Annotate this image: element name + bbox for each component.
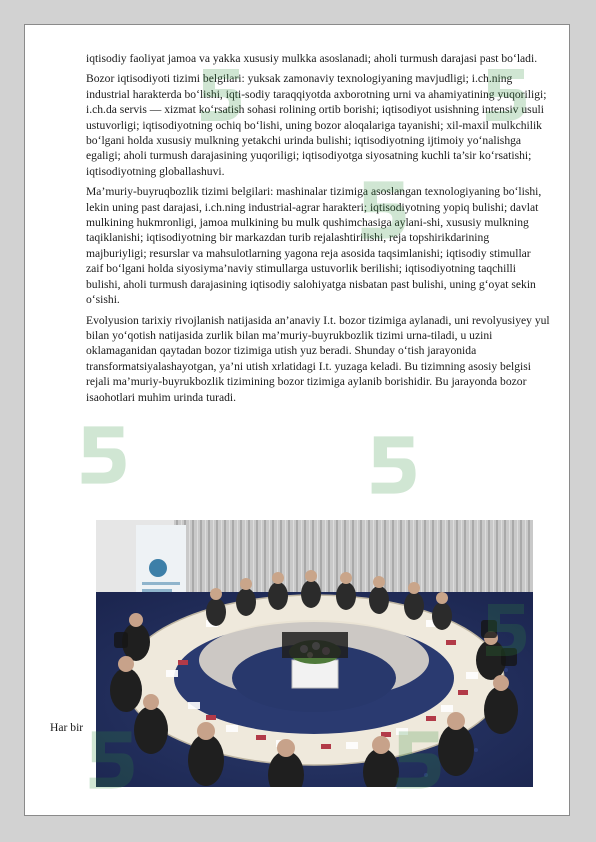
paragraph-market-economy-features: Bozor iqtisodiyoti tizimi belgilari: yuksak zamonaviy texnologiyaning mavjudligi; i.ch.ning industrial harakterda bo‘lishi, iqti-sodiy taraqqiyotda axborotning urni va ahamiyatining yuqoriligi; i.ch.da servis — xizmat ko‘rsatish sohasi rolining ortib borishi; iqtisodiyot usishning intensiv usuli ustuvorligi; iqtisodiyotning ochiq bo‘lishi, uning bozor aloqalariga tayanishi; xil-maxil mulkchilik bo‘lgani holda xususiy mulkning yetakchi urinda bulishi; iqtisodiyotning ijtimoiy yo‘nalishga egaligi; aholi turmush darajasining yuqoriligi; iqtisodiyotga siyosatning kuchli ta’sir ko‘rsatishi; iqtisodiyotning globallashuvi. <box>86 72 547 178</box>
document-text-body <box>86 51 550 410</box>
paragraph-command-economy-features: Ma’muriy-buyruqbozlik tizimi belgilari: mashinalar tizimiga asoslangan texnologiyaning bo‘lishi, lekin uning past darajasi, i.ch.ning industrial-agrar harakteri; iqtisodiyotning yopiq bulishi; davlat mulkining hukmronligi, jamoa mulkining bu mulk qushimchasiga aylani-shi, xususiy mulkning taqiklanishi; iqtisodiyotning bir markazdan turib rejalashtirilishi, reja topshirikdarining majburiyligi; resurslar va mahsulotlarning yagona reja asosida taqsimlanishi; iqtisodiy stimullar zaif bo‘lgani holda siyosiyma’naviy stimullarga ustuvorlik berilishi; iqtisodiyotning taqchilli bulishi, aholi turmush darajasining iqtisodiy salohiyatga nisbatan past bulishi, uning g‘oyat sekin o‘sishi. <box>86 185 542 307</box>
paragraph-evolutionary-transition: Evolyusion tarixiy rivojlanish natijasida an’anaviy I.t. bozor tizimiga aylanadi, uni revolyusiyey yul bilan yo‘qotish natijasida zurlik bilan ma’muriy-buyrukbozlik tizimi urna-tiladi, u uzini oklamaganidan qaytadan bozor tizimiga utish yuz beradi. Shunday o‘tish jarayonida transformatsiyalashayotgan, ya’ni utish xrlatidagi I.t. yuzaga keladi. Bu tizimning asosiy belgisi rejali ma’muriy-buyrukbozlik tizimining bozor tizimiga aylanib borishidir. Bu jarayonda bozor isaohotlari muhim urinda turadi. <box>86 313 550 404</box>
document-page <box>24 24 570 816</box>
watermark-icon <box>365 430 420 500</box>
photo-illustration <box>96 520 533 787</box>
watermark-icon <box>75 420 130 490</box>
side-caption: Har bir <box>50 721 84 734</box>
roundtable-meeting-photo <box>96 520 533 787</box>
paragraph-intro-continuation: iqtisodiy faoliyat jamoa va yakka xususiy mulkka asoslanadi; aholi turmush darajasi past bo‘ladi. <box>86 52 538 65</box>
